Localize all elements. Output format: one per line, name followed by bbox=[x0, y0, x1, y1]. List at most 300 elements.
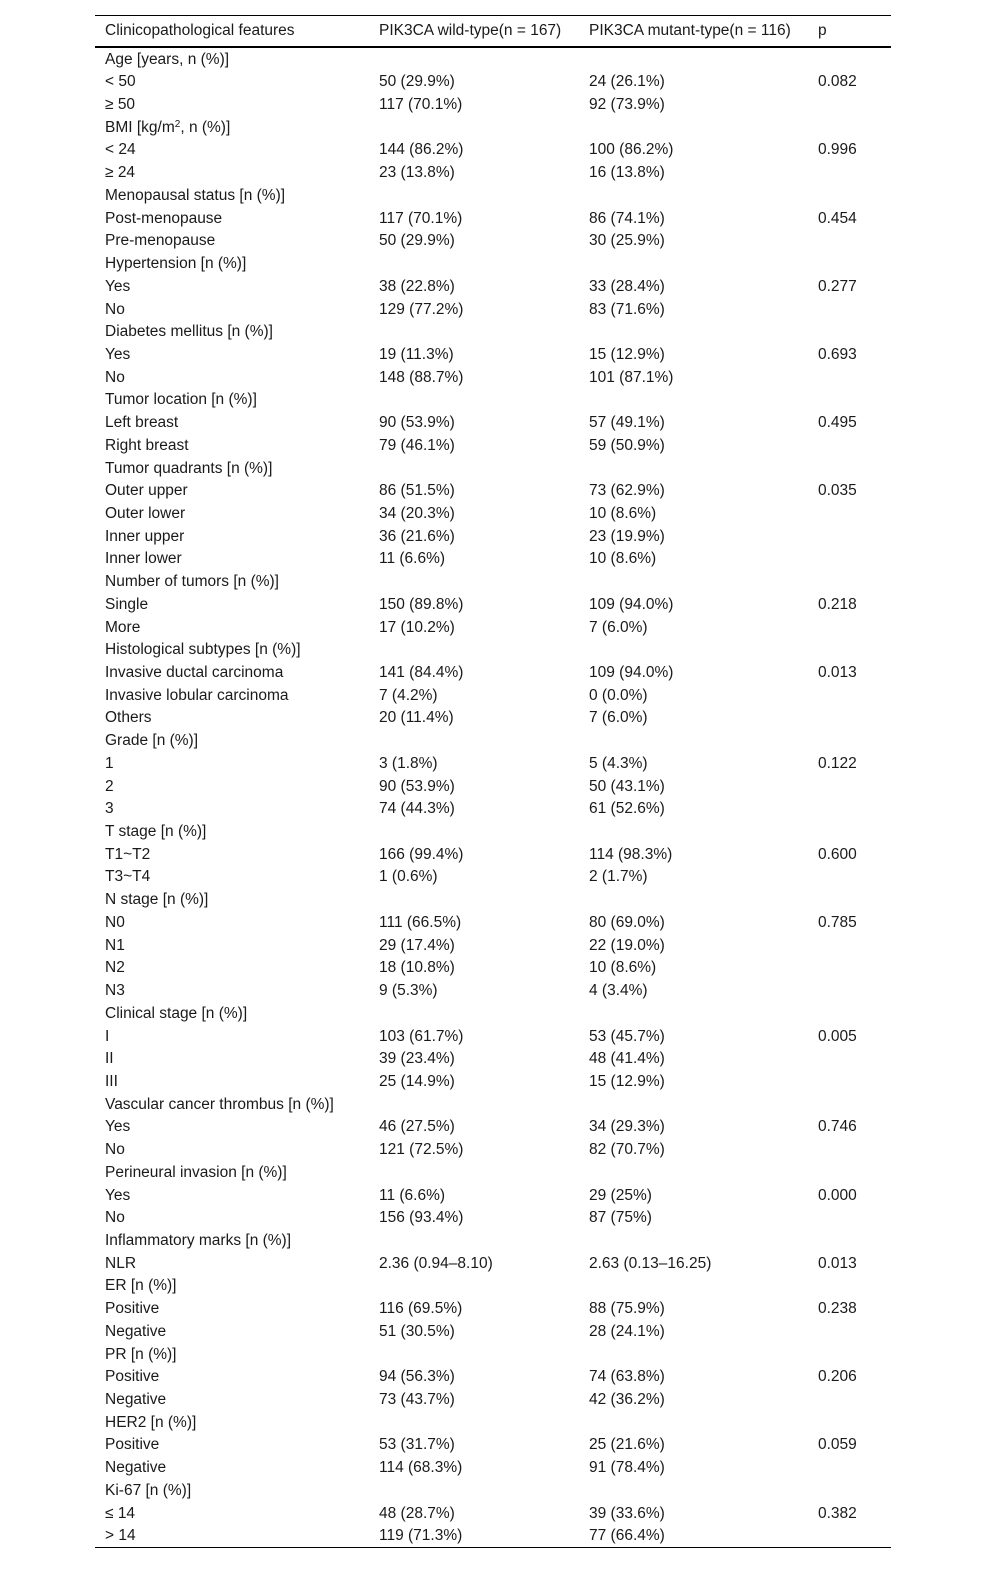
table-row bbox=[95, 1161, 891, 1184]
wild-type-cell bbox=[369, 1275, 579, 1298]
p-value-cell bbox=[808, 1525, 891, 1548]
wild-type-cell bbox=[369, 1161, 579, 1184]
mutant-type-cell: 22 (19.0%) bbox=[589, 936, 665, 954]
wild-type-cell: 73 (43.7%) bbox=[379, 1391, 455, 1409]
mutant-type-cell: 25 (21.6%) bbox=[589, 1436, 665, 1454]
table-row bbox=[95, 752, 891, 775]
feature-cell: < 24 bbox=[105, 141, 136, 159]
mutant-type-cell: 53 (45.7%) bbox=[589, 1027, 665, 1045]
mutant-type-cell: 28 (24.1%) bbox=[589, 1322, 665, 1340]
mutant-type-cell bbox=[579, 1275, 808, 1298]
table-row bbox=[95, 1388, 891, 1411]
feature-cell: Yes bbox=[105, 345, 131, 363]
table-row bbox=[95, 1252, 891, 1275]
p-value-cell bbox=[808, 230, 891, 253]
mutant-type-cell: 101 (87.1%) bbox=[589, 368, 674, 386]
table-row bbox=[95, 1457, 891, 1480]
mutant-type-cell: 15 (12.9%) bbox=[589, 1072, 665, 1090]
bmi-superscript: 2 bbox=[174, 118, 181, 130]
mutant-type-cell bbox=[579, 389, 808, 412]
wild-type-cell: 116 (69.5%) bbox=[379, 1300, 463, 1318]
p-value-cell: 0.005 bbox=[818, 1027, 857, 1045]
feature-cell: Hypertension [n (%)] bbox=[105, 255, 247, 273]
mutant-type-cell bbox=[579, 1161, 808, 1184]
table-row bbox=[95, 911, 891, 934]
bmi-header-text: BMI [kg/m bbox=[105, 118, 175, 136]
mutant-type-cell: 7 (6.0%) bbox=[589, 618, 648, 636]
mutant-type-cell bbox=[579, 639, 808, 662]
mutant-type-cell: 42 (36.2%) bbox=[589, 1391, 665, 1409]
p-value-cell bbox=[808, 252, 891, 275]
wild-type-cell bbox=[369, 47, 579, 71]
mutant-type-cell bbox=[579, 571, 808, 594]
mutant-type-cell: 74 (63.8%) bbox=[589, 1368, 665, 1386]
feature-cell: II bbox=[105, 1050, 114, 1068]
mutant-type-cell bbox=[579, 47, 808, 71]
feature-cell: ≥ 24 bbox=[105, 164, 136, 182]
wild-type-cell bbox=[369, 820, 579, 843]
feature-cell: Yes bbox=[105, 1118, 131, 1136]
table-row bbox=[95, 252, 891, 275]
mutant-type-cell bbox=[579, 889, 808, 912]
table-row bbox=[95, 1275, 891, 1298]
table-row bbox=[95, 1343, 891, 1366]
mutant-type-cell: 24 (26.1%) bbox=[589, 73, 665, 91]
wild-type-cell bbox=[369, 1343, 579, 1366]
mutant-type-cell: 86 (74.1%) bbox=[589, 209, 665, 227]
table-row bbox=[95, 571, 891, 594]
feature-cell: Post-menopause bbox=[105, 209, 223, 227]
header-wild-type: PIK3CA wild-type(n = 167) bbox=[379, 22, 562, 39]
wild-type-cell: 11 (6.6%) bbox=[379, 1186, 446, 1204]
mutant-type-cell: 77 (66.4%) bbox=[589, 1527, 665, 1545]
wild-type-cell bbox=[369, 1229, 579, 1252]
table-row bbox=[95, 275, 891, 298]
wild-type-cell: 39 (23.4%) bbox=[379, 1050, 455, 1068]
feature-cell: 1 bbox=[105, 754, 114, 772]
feature-cell: ≥ 50 bbox=[105, 96, 136, 114]
wild-type-cell: 50 (29.9%) bbox=[379, 73, 455, 91]
p-value-cell bbox=[808, 957, 891, 980]
p-value-cell bbox=[808, 1320, 891, 1343]
feature-cell: PR [n (%)] bbox=[105, 1345, 177, 1363]
wild-type-cell bbox=[369, 389, 579, 412]
table-row bbox=[95, 1116, 891, 1139]
mutant-type-cell bbox=[579, 1411, 808, 1434]
p-value-cell bbox=[808, 47, 891, 71]
table-row bbox=[95, 548, 891, 571]
p-value-cell bbox=[808, 1207, 891, 1230]
table-body bbox=[95, 47, 891, 1548]
mutant-type-cell: 100 (86.2%) bbox=[589, 141, 674, 159]
p-value-cell: 0.454 bbox=[818, 209, 857, 227]
p-value-cell bbox=[808, 1457, 891, 1480]
feature-cell: > 14 bbox=[105, 1527, 136, 1545]
feature-cell: N1 bbox=[105, 936, 125, 954]
table-row bbox=[95, 730, 891, 753]
table-row bbox=[95, 593, 891, 616]
p-value-cell: 0.035 bbox=[818, 482, 857, 500]
table-row bbox=[95, 616, 891, 639]
mutant-type-cell: 73 (62.9%) bbox=[589, 482, 665, 500]
wild-type-cell: 18 (10.8%) bbox=[379, 959, 455, 977]
mutant-type-cell: 57 (49.1%) bbox=[589, 414, 665, 432]
wild-type-cell: 156 (93.4%) bbox=[379, 1209, 464, 1227]
table-row bbox=[95, 707, 891, 730]
p-value-cell bbox=[808, 571, 891, 594]
p-value-cell: 0.013 bbox=[818, 664, 857, 682]
p-value-cell bbox=[808, 502, 891, 525]
feature-cell: Negative bbox=[105, 1322, 167, 1340]
wild-type-cell: 29 (17.4%) bbox=[379, 936, 455, 954]
wild-type-cell: 50 (29.9%) bbox=[379, 232, 455, 250]
wild-type-cell: 25 (14.9%) bbox=[379, 1072, 455, 1090]
mutant-type-cell: 29 (25%) bbox=[589, 1186, 652, 1204]
table-row bbox=[95, 434, 891, 457]
wild-type-cell: 79 (46.1%) bbox=[379, 436, 455, 454]
p-value-cell bbox=[808, 1093, 891, 1116]
mutant-type-cell bbox=[579, 730, 808, 753]
feature-cell: No bbox=[105, 1141, 125, 1159]
feature-cell: Left breast bbox=[105, 414, 179, 432]
table-row bbox=[95, 934, 891, 957]
table-row bbox=[95, 184, 891, 207]
mutant-type-cell bbox=[579, 321, 808, 344]
wild-type-cell: 141 (84.4%) bbox=[379, 664, 464, 682]
header-features: Clinicopathological features bbox=[105, 22, 295, 39]
wild-type-cell bbox=[369, 889, 579, 912]
feature-cell: Tumor quadrants [n (%)] bbox=[105, 459, 273, 477]
header-mutant-type: PIK3CA mutant-type(n = 116) bbox=[589, 22, 791, 39]
mutant-type-cell: 23 (19.9%) bbox=[589, 527, 665, 545]
feature-cell: I bbox=[105, 1027, 110, 1045]
mutant-type-cell: 5 (4.3%) bbox=[589, 754, 648, 772]
feature-cell: Outer lower bbox=[105, 504, 186, 522]
wild-type-cell: 7 (4.2%) bbox=[379, 686, 438, 704]
feature-cell: Clinical stage [n (%)] bbox=[105, 1004, 248, 1022]
table-row bbox=[95, 502, 891, 525]
mutant-type-cell: 88 (75.9%) bbox=[589, 1300, 665, 1318]
table-row bbox=[95, 866, 891, 889]
table-row bbox=[95, 1320, 891, 1343]
table-row bbox=[95, 661, 891, 684]
wild-type-cell bbox=[369, 184, 579, 207]
p-value-cell: 0.059 bbox=[818, 1436, 857, 1454]
p-value-cell: 0.382 bbox=[818, 1504, 857, 1522]
table-container bbox=[95, 15, 891, 1548]
p-value-cell bbox=[808, 1229, 891, 1252]
wild-type-cell: 111 (66.5%) bbox=[379, 913, 462, 931]
wild-type-cell: 90 (53.9%) bbox=[379, 777, 455, 795]
mutant-type-cell bbox=[579, 457, 808, 480]
p-value-cell: 0.122 bbox=[818, 754, 857, 772]
wild-type-cell: 9 (5.3%) bbox=[379, 982, 438, 1000]
feature-cell: Grade [n (%)] bbox=[105, 732, 199, 750]
table-row bbox=[95, 93, 891, 116]
p-value-cell bbox=[808, 1161, 891, 1184]
wild-type-cell: 86 (51.5%) bbox=[379, 482, 455, 500]
wild-type-cell bbox=[369, 1002, 579, 1025]
feature-cell: T stage [n (%)] bbox=[105, 823, 207, 841]
p-value-cell bbox=[808, 1139, 891, 1162]
p-value-cell: 0.238 bbox=[818, 1300, 857, 1318]
wild-type-cell: 11 (6.6%) bbox=[379, 550, 446, 568]
table-row bbox=[95, 71, 891, 94]
feature-cell: N stage [n (%)] bbox=[105, 891, 209, 909]
table-row bbox=[95, 298, 891, 321]
feature-cell: Others bbox=[105, 709, 152, 727]
p-value-cell: 0.746 bbox=[818, 1118, 857, 1136]
mutant-type-cell: 91 (78.4%) bbox=[589, 1459, 665, 1477]
p-value-cell bbox=[808, 389, 891, 412]
table-row bbox=[95, 639, 891, 662]
p-value-cell: 0.277 bbox=[818, 277, 857, 295]
feature-cell: Positive bbox=[105, 1368, 160, 1386]
mutant-type-cell: 0 (0.0%) bbox=[589, 686, 648, 704]
table-row bbox=[95, 1229, 891, 1252]
table-row bbox=[95, 1207, 891, 1230]
mutant-type-cell: 61 (52.6%) bbox=[589, 800, 665, 818]
wild-type-cell: 46 (27.5%) bbox=[379, 1118, 455, 1136]
mutant-type-cell: 48 (41.4%) bbox=[589, 1050, 665, 1068]
wild-type-cell: 144 (86.2%) bbox=[379, 141, 464, 159]
feature-cell: Inflammatory marks [n (%)] bbox=[105, 1231, 292, 1249]
feature-cell: N3 bbox=[105, 982, 125, 1000]
feature-cell: Ki-67 [n (%)] bbox=[105, 1481, 192, 1499]
mutant-type-cell bbox=[579, 1479, 808, 1502]
p-value-cell bbox=[808, 1411, 891, 1434]
mutant-type-cell: 59 (50.9%) bbox=[589, 436, 665, 454]
wild-type-cell: 20 (11.4%) bbox=[379, 709, 454, 727]
mutant-type-cell bbox=[579, 1343, 808, 1366]
feature-cell: 3 bbox=[105, 800, 114, 818]
table-row bbox=[95, 820, 891, 843]
table-row bbox=[95, 1479, 891, 1502]
feature-cell: Inner lower bbox=[105, 550, 182, 568]
feature-cell: Perineural invasion [n (%)] bbox=[105, 1163, 287, 1181]
mutant-type-cell bbox=[579, 820, 808, 843]
table-row bbox=[95, 1502, 891, 1525]
wild-type-cell: 114 (68.3%) bbox=[379, 1459, 463, 1477]
wild-type-cell: 148 (88.7%) bbox=[379, 368, 464, 386]
table-row bbox=[95, 1048, 891, 1071]
p-value-cell bbox=[808, 889, 891, 912]
p-value-cell bbox=[808, 116, 891, 139]
feature-cell: No bbox=[105, 1209, 125, 1227]
table-row bbox=[95, 1002, 891, 1025]
mutant-type-cell: 7 (6.0%) bbox=[589, 709, 648, 727]
wild-type-cell: 1 (0.6%) bbox=[379, 868, 438, 886]
feature-cell: Positive bbox=[105, 1436, 160, 1454]
table-row bbox=[95, 1298, 891, 1321]
mutant-type-cell bbox=[579, 1229, 808, 1252]
mutant-type-cell: 39 (33.6%) bbox=[589, 1504, 665, 1522]
wild-type-cell: 103 (61.7%) bbox=[379, 1027, 464, 1045]
p-value-cell bbox=[808, 1479, 891, 1502]
wild-type-cell: 129 (77.2%) bbox=[379, 300, 464, 318]
p-value-cell: 0.495 bbox=[818, 414, 857, 432]
table-row bbox=[95, 412, 891, 435]
wild-type-cell: 90 (53.9%) bbox=[379, 414, 455, 432]
wild-type-cell: 121 (72.5%) bbox=[379, 1141, 464, 1159]
feature-cell: III bbox=[105, 1072, 118, 1090]
p-value-cell: 0.785 bbox=[818, 913, 857, 931]
mutant-type-cell: 109 (94.0%) bbox=[589, 664, 674, 682]
table-row bbox=[95, 1184, 891, 1207]
mutant-type-cell bbox=[579, 116, 808, 139]
p-value-cell: 0.693 bbox=[818, 345, 857, 363]
feature-cell: Yes bbox=[105, 1186, 131, 1204]
table-row bbox=[95, 366, 891, 389]
feature-cell: Diabetes mellitus [n (%)] bbox=[105, 323, 273, 341]
feature-cell: Invasive lobular carcinoma bbox=[105, 686, 289, 704]
p-value-cell bbox=[808, 1048, 891, 1071]
feature-cell: More bbox=[105, 618, 141, 636]
feature-cell: ER [n (%)] bbox=[105, 1277, 177, 1295]
feature-cell: T3~T4 bbox=[105, 868, 151, 886]
p-value-cell bbox=[808, 93, 891, 116]
table-row bbox=[95, 1139, 891, 1162]
feature-cell: Inner upper bbox=[105, 527, 185, 545]
mutant-type-cell: 92 (73.9%) bbox=[589, 96, 665, 114]
p-value-cell: 0.996 bbox=[818, 141, 857, 159]
p-value-cell bbox=[808, 162, 891, 185]
feature-cell: ≤ 14 bbox=[105, 1504, 136, 1522]
p-value-cell bbox=[808, 434, 891, 457]
feature-cell: Outer upper bbox=[105, 482, 188, 500]
feature-cell: N2 bbox=[105, 959, 125, 977]
wild-type-cell: 74 (44.3%) bbox=[379, 800, 455, 818]
wild-type-cell bbox=[369, 571, 579, 594]
mutant-type-cell: 87 (75%) bbox=[589, 1209, 652, 1227]
p-value-cell: 0.000 bbox=[818, 1186, 857, 1204]
table-row bbox=[95, 843, 891, 866]
p-value-cell: 0.218 bbox=[818, 595, 857, 613]
header-row bbox=[95, 16, 891, 48]
feature-cell: Histological subtypes [n (%)] bbox=[105, 641, 301, 659]
wild-type-cell: 166 (99.4%) bbox=[379, 845, 464, 863]
feature-cell: Menopausal status [n (%)] bbox=[105, 186, 286, 204]
feature-cell: Yes bbox=[105, 277, 131, 295]
mutant-type-cell: 2 (1.7%) bbox=[589, 868, 648, 886]
p-value-cell bbox=[808, 1002, 891, 1025]
p-value-cell bbox=[808, 366, 891, 389]
table-row bbox=[95, 798, 891, 821]
feature-cell: No bbox=[105, 300, 125, 318]
table-row bbox=[95, 979, 891, 1002]
wild-type-cell: 2.36 (0.94–8.10) bbox=[379, 1254, 493, 1272]
wild-type-cell: 3 (1.8%) bbox=[379, 754, 438, 772]
p-value-cell bbox=[808, 707, 891, 730]
mutant-type-cell: 10 (8.6%) bbox=[589, 959, 657, 977]
table-row bbox=[95, 1070, 891, 1093]
clinicopathological-table bbox=[95, 15, 891, 1548]
table-header bbox=[95, 16, 891, 48]
wild-type-cell bbox=[369, 639, 579, 662]
p-value-cell bbox=[808, 730, 891, 753]
mutant-type-cell bbox=[579, 184, 808, 207]
p-value-cell: 0.082 bbox=[818, 73, 857, 91]
mutant-type-cell: 16 (13.8%) bbox=[589, 164, 665, 182]
mutant-type-cell: 4 (3.4%) bbox=[589, 982, 648, 1000]
table-row bbox=[95, 957, 891, 980]
wild-type-cell bbox=[369, 1093, 579, 1116]
p-value-cell bbox=[808, 525, 891, 548]
feature-cell: Single bbox=[105, 595, 149, 613]
mutant-type-cell bbox=[579, 252, 808, 275]
wild-type-cell: 19 (11.3%) bbox=[379, 345, 454, 363]
table-row bbox=[95, 889, 891, 912]
table-row bbox=[95, 139, 891, 162]
table-row bbox=[95, 1366, 891, 1389]
wild-type-cell bbox=[369, 321, 579, 344]
wild-type-cell bbox=[369, 1411, 579, 1434]
p-value-cell bbox=[808, 298, 891, 321]
wild-type-cell: 117 (70.1%) bbox=[379, 96, 463, 114]
p-value-cell bbox=[808, 979, 891, 1002]
table-row bbox=[95, 480, 891, 503]
table-row bbox=[95, 1434, 891, 1457]
feature-cell: < 50 bbox=[105, 73, 136, 91]
table-row bbox=[95, 1093, 891, 1116]
p-value-cell bbox=[808, 1070, 891, 1093]
feature-cell: No bbox=[105, 368, 125, 386]
table-row bbox=[95, 343, 891, 366]
wild-type-cell: 51 (30.5%) bbox=[379, 1322, 455, 1340]
wild-type-cell: 23 (13.8%) bbox=[379, 164, 455, 182]
mutant-type-cell: 2.63 (0.13–16.25) bbox=[589, 1254, 712, 1272]
wild-type-cell bbox=[369, 252, 579, 275]
wild-type-cell: 36 (21.6%) bbox=[379, 527, 455, 545]
p-value-cell: 0.013 bbox=[818, 1254, 857, 1272]
feature-cell: T1~T2 bbox=[105, 845, 151, 863]
table-row bbox=[95, 1525, 891, 1548]
table-row bbox=[95, 1025, 891, 1048]
feature-cell: Pre-menopause bbox=[105, 232, 216, 250]
feature-cell: Vascular cancer thrombus [n (%)] bbox=[105, 1095, 334, 1113]
feature-cell: 2 bbox=[105, 777, 114, 795]
wild-type-cell: 53 (31.7%) bbox=[379, 1436, 455, 1454]
header-p-value: p bbox=[818, 22, 827, 39]
wild-type-cell: 94 (56.3%) bbox=[379, 1368, 455, 1386]
mutant-type-cell bbox=[579, 1002, 808, 1025]
p-value-cell bbox=[808, 457, 891, 480]
mutant-type-cell: 80 (69.0%) bbox=[589, 913, 665, 931]
p-value-cell bbox=[808, 684, 891, 707]
feature-cell: HER2 [n (%)] bbox=[105, 1413, 197, 1431]
mutant-type-cell: 50 (43.1%) bbox=[589, 777, 665, 795]
wild-type-cell bbox=[369, 1479, 579, 1502]
table-row bbox=[95, 684, 891, 707]
feature-cell: Positive bbox=[105, 1300, 160, 1318]
p-value-cell bbox=[808, 934, 891, 957]
p-value-cell bbox=[808, 866, 891, 889]
feature-cell: Tumor location [n (%)] bbox=[105, 391, 257, 409]
feature-cell: Invasive ductal carcinoma bbox=[105, 664, 284, 682]
wild-type-cell: 38 (22.8%) bbox=[379, 277, 455, 295]
p-value-cell bbox=[808, 184, 891, 207]
feature-cell: Age [years, n (%)] bbox=[105, 50, 230, 68]
mutant-type-cell: 33 (28.4%) bbox=[589, 277, 665, 295]
mutant-type-cell: 10 (8.6%) bbox=[589, 504, 657, 522]
table-row bbox=[95, 525, 891, 548]
p-value-cell bbox=[808, 775, 891, 798]
mutant-type-cell bbox=[579, 1093, 808, 1116]
mutant-type-cell: 15 (12.9%) bbox=[589, 345, 665, 363]
table-row bbox=[95, 1411, 891, 1434]
mutant-type-cell: 114 (98.3%) bbox=[589, 845, 673, 863]
table-row bbox=[95, 116, 891, 139]
